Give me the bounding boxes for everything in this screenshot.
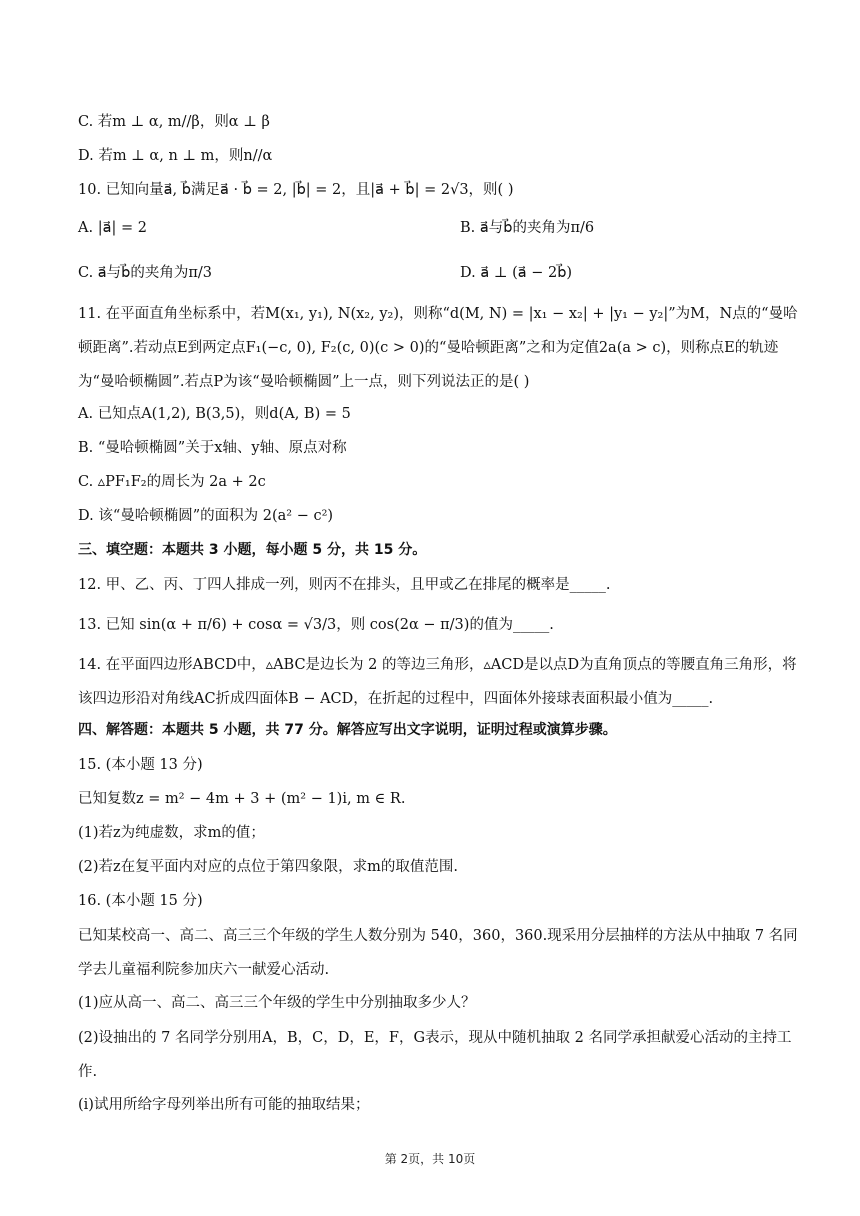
q10-option-d: D. a⃗ ⊥ (a⃗ − 2b⃗) — [460, 265, 573, 281]
question-14: 14. 在平面四边形ABCD中，▵ABC是边长为 2 的等边三角形，▵ACD是以点D为直角顶点的等腰直角三角形，将该四边形沿对角线AC折成四面体B − ACD，在折起的过程中，四面体外接球表面积最小值为_____. — [78, 657, 797, 707]
question-12: 12. 甲、乙、丙、丁四人排成一列，则丙不在排头，且甲或乙在排尾的概率是_____. — [78, 577, 611, 593]
question-15-stem: 已知复数z = m² − 4m + 3 + (m² − 1)i, m ∈ R. — [78, 791, 406, 807]
page-footer: 第 2页，共 10页 — [384, 1152, 476, 1166]
question-15-header: 15. (本小题 13 分) — [78, 757, 203, 773]
question-16-part-2: (2)设抽出的 7 名同学分别用A，B，C，D，E，F，G表示，现从中随机抽取 2 名同学承担献爱心活动的主持工作. — [78, 1030, 792, 1080]
q10-option-b: B. a⃗与b⃗的夹角为π/6 — [460, 220, 595, 236]
q10-option-a: A. |a⃗| = 2 — [78, 220, 147, 236]
q10-row-1 — [78, 218, 800, 238]
question-16-part-1: (1)应从高一、高二、高三三个年级的学生中分别抽取多少人？ — [78, 995, 476, 1011]
question-16-stem: 已知某校高一、高二、高三三个年级的学生人数分别为 540，360，360.现采用分层抽样的方法从中抽取 7 名同学去儿童福利院参加庆六一献爱心活动. — [78, 928, 798, 978]
question-16-header: 16. (本小题 15 分) — [78, 893, 203, 909]
question-15-part-1: (1)若z为纯虚数，求m的值； — [78, 825, 265, 841]
question-16-part-2-i: (i)试用所给字母列举出所有可能的抽取结果； — [78, 1097, 370, 1113]
q10-row-2 — [78, 263, 800, 283]
question-10: 10. 已知向量a⃗, b⃗满足a⃗ · b⃗ = 2, |b⃗| = 2，且|a⃗ + b⃗| = 2√3，则( ) — [78, 182, 514, 198]
q11-option-d: D. 该“曼哈顿椭圆”的面积为 2(a² − c²) — [78, 508, 334, 524]
question-11: 11. 在平面直角坐标系中，若M(x₁, y₁), N(x₂, y₂)，则称“d(M, N) = |x₁ − x₂| + |y₁ − y₂|”为M，N点的“曼哈顿距离”.若动点E到两定点F₁(−c, 0), F₂(c, 0)(c > 0)的“曼哈顿距离”之和为定值2a(a > c)，则称点E的轨迹为“曼哈顿椭圆”.若点P为该“曼哈顿椭圆”上一点，则下列说法正的是( ) — [78, 306, 798, 390]
section-4-heading: 四、解答题：本题共 5 小题，共 77 分。解答应写出文字说明，证明过程或演算步骤。 — [78, 722, 617, 738]
question-15-part-2: (2)若z在复平面内对应的点位于第四象限，求m的取值范围. — [78, 859, 459, 875]
section-3-heading: 三、填空题：本题共 3 小题，每小题 5 分，共 15 分。 — [78, 542, 427, 558]
option-d-q9: D. 若m ⊥ α, n ⊥ m，则n//α — [78, 148, 273, 164]
q11-option-a: A. 已知点A(1,2), B(3,5)，则d(A, B) = 5 — [78, 406, 351, 422]
q11-option-b: B. “曼哈顿椭圆”关于x轴、y轴、原点对称 — [78, 440, 347, 456]
q11-option-c: C. ▵PF₁F₂的周长为 2a + 2c — [78, 474, 266, 490]
q10-option-c: C. a⃗与b⃗的夹角为π/3 — [78, 265, 213, 281]
question-13: 13. 已知 sin(α + π/6) + cosα = √3/3，则 cos(2α − π/3)的值为_____. — [78, 617, 554, 633]
option-c-q9: C. 若m ⊥ α, m//β，则α ⊥ β — [78, 114, 270, 130]
